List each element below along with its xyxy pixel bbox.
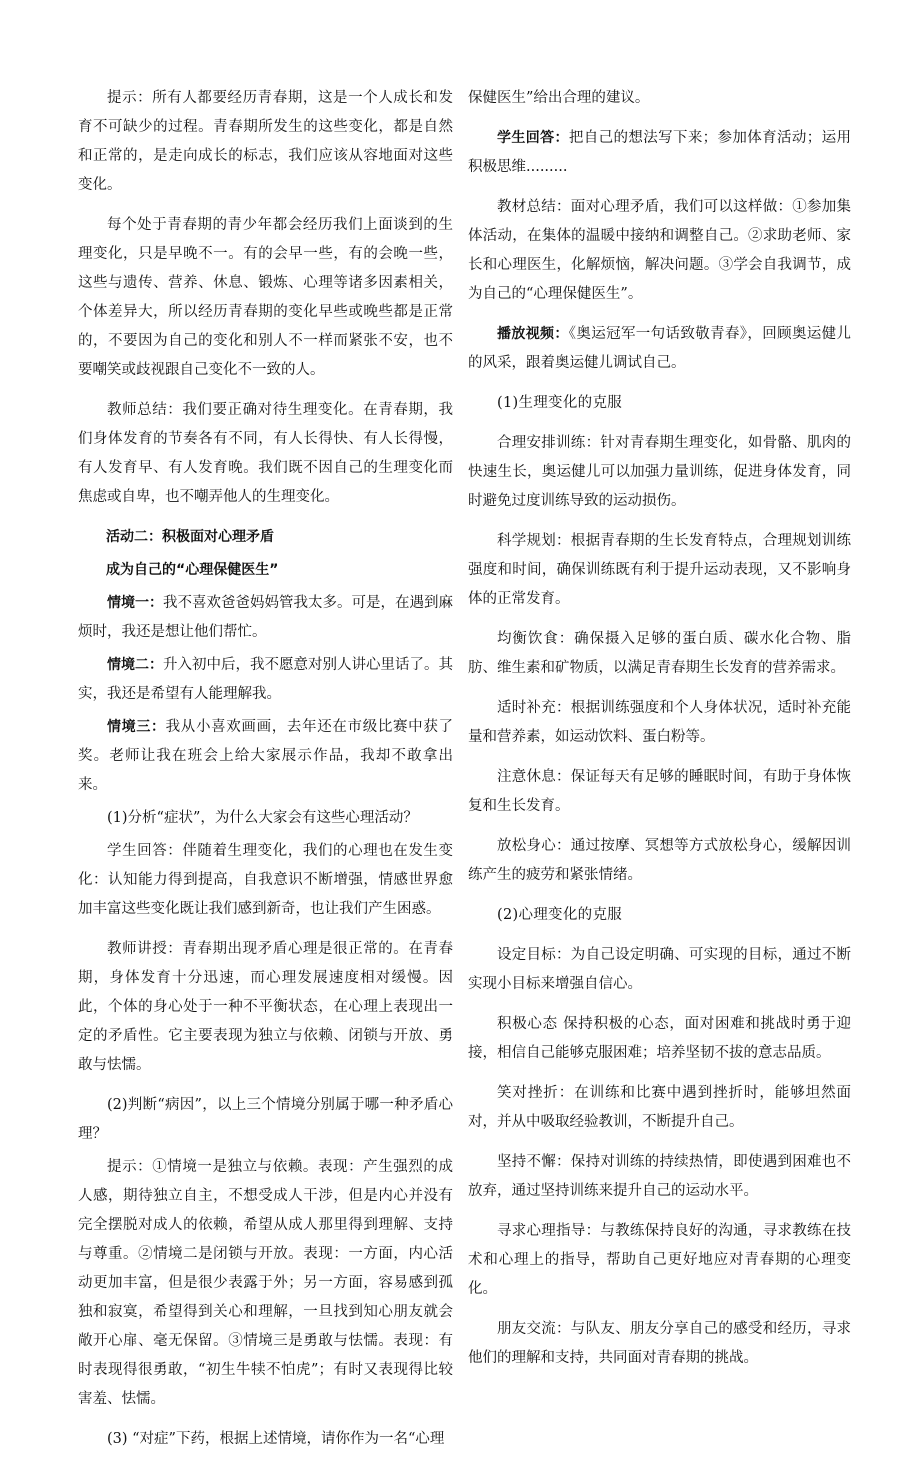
- physiology-paragraph: 每个处于青春期的青少年都会经历我们上面谈到的生理变化，只是早晚不一。有的会早一些，有的会晚一些，这些与遗传、营养、休息、锻炼、心理等诸多因素相关，个体差异大，所以经历青春期的变化早些或晚些都是正常的，不要因为自己的变化和别人不一样而紧张不安，也不要嘲笑或歧视跟自己变化不一致的人。: [78, 217, 453, 378]
- diet-paragraph: 均衡饮食：确保摄入足够的蛋白质、碳水化合物、脂肪、维生素和矿物质，以满足青春期生长发育的营养需求。: [468, 631, 851, 676]
- answer-one: 学生回答：伴随着生理变化，我们的心理也在发生变化：认知能力得到提高，自我意识不断增强，情感世界愈加丰富这些变化既让我们感到新奇，也让我们产生困惑。: [78, 843, 453, 917]
- teacher-summary-paragraph: 教师总结：我们要正确对待生理变化。在青春期，我们身体发育的节奏各有不同，有人长得快、有人长得慢，有人发育早、有人发育晚。我们既不因自己的生理变化而焦虑或自卑，也不嘲弄他人的生理变化。: [78, 402, 453, 505]
- student-answer-label: 学生回答：: [497, 130, 569, 146]
- scenario-three-label: 情境三：: [107, 719, 166, 735]
- persistence-paragraph: 坚持不懈：保持对训练的持续热情，即使遇到困难也不放弃，通过坚持训练来提升自己的运动水平。: [468, 1154, 851, 1199]
- video-text: 《奥运冠军一句话致敬青春》，回顾奥运健儿的风采，跟着奥运健儿调试自己。: [468, 326, 852, 371]
- left-column: [78, 84, 453, 1465]
- scenario-one-label: 情境一：: [107, 595, 163, 611]
- question-three-continued: 保健医生”给出合理的建议。: [468, 90, 650, 106]
- goal-paragraph: 设定目标：为自己设定明确、可实现的目标，通过不断实现小目标来增强自信心。: [468, 947, 851, 992]
- teacher-lecture-paragraph: 教师讲授：青春期出现矛盾心理是很正常的。在青春期，身体发育十分迅速，而心理发展速度相对缓慢。因此，个体的身心处于一种不平衡状态，在心理上表现出一定的矛盾性。它主要表现为独立与依赖、闭锁与开放、勇敢与怯懦。: [78, 941, 453, 1073]
- video-label: 播放视频：: [497, 326, 569, 342]
- activity-title: 活动二：积极面对心理矛盾: [106, 529, 274, 545]
- friends-paragraph: 朋友交流：与队友、朋友分享自己的感受和经历，寻求他们的理解和支持，共同面对青春期的挑战。: [468, 1321, 851, 1366]
- psych-guidance-paragraph: 寻求心理指导：与教练保持良好的沟通，寻求教练在技术和心理上的指导，帮助自己更好地应对青春期的心理变化。: [468, 1223, 851, 1297]
- activity-subtitle: 成为自己的“心理保健医生”: [106, 562, 279, 578]
- student-answer: [468, 124, 851, 182]
- scenario-two-label: 情境二：: [107, 657, 163, 673]
- scenario-one-text: 我不喜欢爸爸妈妈管我太多。可是，在遇到麻烦时，我还是想让他们帮忙。: [78, 595, 453, 640]
- textbook-summary: 教材总结：面对心理矛盾，我们可以这样做：①参加集体活动，在集体的温暖中接纳和调整自己。②求助老师、家长和心理医生，化解烦恼，解决问题。③学会自我调节，成为自己的“心理保健医生”。: [468, 199, 851, 302]
- hint-paragraph: 提示：所有人都要经历青春期，这是一个人成长和发育不可缺少的过程。青春期所发生的这些变化，都是自然和正常的，是走向成长的标志，我们应该从容地面对这些变化。: [78, 90, 453, 193]
- planning-paragraph: 科学规划：根据青春期的生长发育特点，合理规划训练强度和时间，确保训练既有利于提升运动表现，又不影响身体的正常发育。: [468, 533, 851, 607]
- question-one: (1)分析“症状”，为什么大家会有这些心理活动？: [107, 810, 418, 826]
- positive-mindset-paragraph: 积极心态 保持积极的心态，面对困难和挑战时勇于迎接，相信自己能够克服困难；培养坚韧不拔的意志品质。: [468, 1016, 851, 1061]
- right-column: [468, 84, 851, 1384]
- section-physiological-heading: (1)生理变化的克服: [497, 395, 623, 411]
- question-three: (3) “对症”下药，根据上述情境，请你作为一名“心理: [107, 1431, 445, 1447]
- answer-two: 提示：①情境一是独立与依赖。表现：产生强烈的成人感，期待独立自主，不想受成人干涉，但是内心并没有完全摆脱对成人的依赖，希望从成人那里得到理解、支持与尊重。②情境二是闭锁与开放。表现：一方面，内心活动更加丰富，但是很少表露于外；另一方面，容易感到孤独和寂寞，希望得到关心和理解，一旦找到知心朋友就会敞开心扉、毫无保留。③情境三是勇敢与怯懦。表现：有时表现得很勇敢，“初生牛犊不怕虎”；有时又表现得比较害羞、怯懦。: [78, 1159, 453, 1407]
- scenario-three-text: 我从小喜欢画画，去年还在市级比赛中获了奖。老师让我在班会上给大家展示作品，我却不敢拿出来。: [78, 719, 454, 793]
- rest-paragraph: 注意休息：保证每天有足够的睡眠时间，有助于身体恢复和生长发育。: [468, 769, 851, 814]
- setback-paragraph: 笑对挫折：在训练和比赛中遇到挫折时，能够坦然面对，并从中吸取经验教训，不断提升自己。: [468, 1085, 851, 1130]
- scenario-one: [78, 589, 453, 647]
- scenario-two-text: 升入初中后，我不愿意对别人讲心里话了。其实，我还是希望有人能理解我。: [78, 657, 453, 702]
- section-psychological-heading: (2)心理变化的克服: [497, 907, 623, 923]
- question-two: (2)判断“病因”，以上三个情境分别属于哪一种矛盾心理？: [78, 1097, 453, 1142]
- scenario-two: [78, 651, 453, 709]
- training-paragraph: 合理安排训练：针对青春期生理变化，如骨骼、肌肉的快速生长，奥运健儿可以加强力量训练，促进身体发育，同时避免过度训练导致的运动损伤。: [468, 435, 851, 509]
- scenario-three: [78, 713, 453, 800]
- supplement-paragraph: 适时补充：根据训练强度和个人身体状况，适时补充能量和营养素，如运动饮料、蛋白粉等。: [468, 700, 851, 745]
- relax-paragraph: 放松身心：通过按摩、冥想等方式放松身心，缓解因训练产生的疲劳和紧张情绪。: [468, 838, 851, 883]
- student-answer-text: 把自己的想法写下来；参加体育活动；运用积极思维.........: [468, 130, 852, 175]
- video-paragraph: [468, 320, 851, 378]
